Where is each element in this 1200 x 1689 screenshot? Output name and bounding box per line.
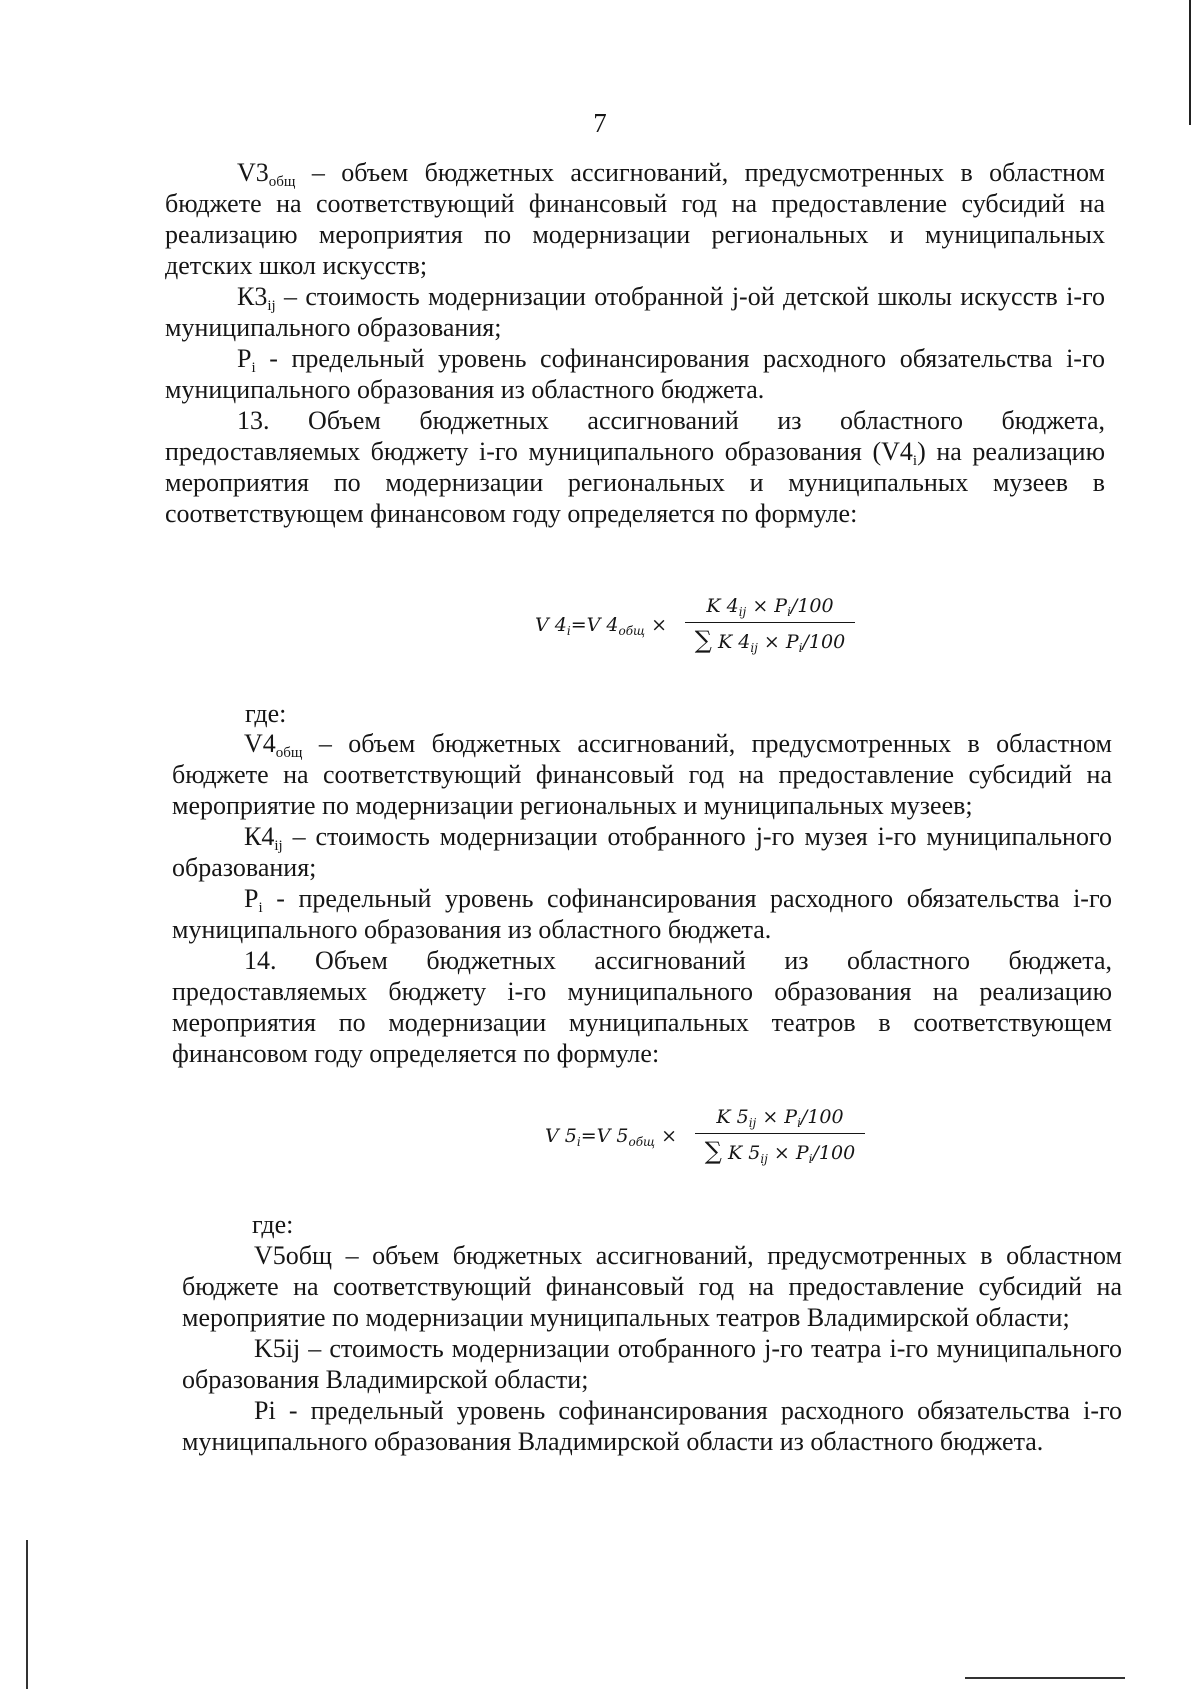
paragraph — [165, 281, 1105, 343]
term-label: К4 — [244, 822, 275, 851]
text-block-3 — [182, 1240, 1122, 1457]
clause-text: ) на реализацию мероприятия по модернизации региональных и муниципальных музеев в соответствующем финансовом году определяется по формуле: — [165, 437, 1105, 528]
formula-lhs: V $5_i=V$ $5_{общ}$ × — [545, 1125, 678, 1149]
definition-text: – стоимость модернизации отобранной j-ой детской школы искусств i-го муниципального образования; — [165, 282, 1105, 342]
term-label: V4 — [244, 729, 276, 758]
formula-fraction — [685, 592, 855, 655]
definition-text: - предельный уровень софинансирования расходного обязательства i-го муниципального образования из областного бюджета. — [165, 344, 1105, 404]
text-block-1 — [165, 157, 1105, 529]
term-label: P — [244, 884, 259, 913]
formula-lhs: V $4_i=V$ $4_{общ}$ × — [535, 614, 668, 638]
paragraph — [172, 821, 1112, 883]
term-label: P — [237, 344, 252, 373]
formula-denominator: ∑ K $5_{ij} \times P_i/100$ — [704, 1137, 856, 1166]
clause-text: 13. Объем бюджетных ассигнований из областного бюджета, предоставляемых бюджету i-го муниципального образования (V4 — [165, 406, 1105, 466]
paragraph — [165, 343, 1105, 405]
fraction-bar — [685, 622, 855, 623]
formula-fraction — [695, 1103, 865, 1166]
term-subscript: ij — [267, 298, 276, 314]
definition-text: – стоимость модернизации отобранного j-го музея i-го муниципального образования; — [172, 822, 1112, 882]
paragraph: V5общ – объем бюджетных ассигнований, предусмотренных в областном бюджете на соответствующий финансовый год на предоставление субсидий на мероприятие по модернизации муниципальных театров Владимирской области; — [182, 1241, 1122, 1332]
scan-edge-line — [1189, 0, 1191, 125]
page-number: 7 — [593, 108, 607, 138]
sum-symbol: ∑ — [704, 1137, 722, 1165]
paragraph — [172, 945, 1112, 1069]
term-subscript: i — [258, 900, 263, 916]
term-subscript: i — [912, 453, 918, 469]
scan-edge-line — [26, 1540, 28, 1689]
formula-v4 — [535, 592, 855, 662]
where-label: где: — [252, 1210, 294, 1239]
definition-text: – объем бюджетных ассигнований, предусмотренных в областном бюджете на соответствующий финансовый год на предоставление субсидий на реализацию мероприятия по модернизации региональных и муниципальных детских школ искусств; — [165, 158, 1105, 280]
paragraph — [172, 728, 1112, 821]
sum-symbol: ∑ — [694, 626, 712, 654]
clause-text: 14. Объем бюджетных ассигнований из областного бюджета, предоставляемых бюджету i-го муниципального образования на реализацию мероприятия по модернизации муниципальных театров в соответствующем финансовом году определяется по формуле: — [172, 946, 1112, 1068]
paragraph — [172, 883, 1112, 945]
term-subscript: i — [251, 360, 256, 376]
paragraph — [165, 157, 1105, 281]
formula-numerator: K $5_{ij} \times P_i/100$ — [716, 1106, 844, 1130]
term-label: V3 — [237, 158, 269, 187]
paragraph: K5ij – стоимость модернизации отобранного j-го театра i-го муниципального образования Владимирской области; — [182, 1334, 1122, 1394]
paragraph — [165, 405, 1105, 529]
fraction-bar — [695, 1133, 865, 1134]
formula-denominator: ∑ K $4_{ij} \times P_i/100$ — [694, 626, 846, 655]
formula-numerator: K $4_{ij} \times P_i/100$ — [706, 595, 834, 619]
text-block-2 — [172, 728, 1112, 1069]
scan-edge-line — [965, 1677, 1125, 1679]
definition-text: – объем бюджетных ассигнований, предусмотренных в областном бюджете на соответствующий финансовый год на предоставление субсидий на мероприятие по модернизации региональных и муниципальных музеев; — [172, 729, 1112, 820]
where-label: где: — [245, 699, 287, 728]
definition-text: - предельный уровень софинансирования расходного обязательства i-го муниципального образования из областного бюджета. — [172, 884, 1112, 944]
paragraph: Pi - предельный уровень софинансирования расходного обязательства i-го муниципального образования Владимирской области из областного бюджета. — [182, 1396, 1122, 1456]
term-subscript: общ — [268, 174, 296, 190]
term-subscript: ij — [274, 838, 283, 854]
formula-v5 — [545, 1103, 875, 1173]
term-subscript: общ — [275, 745, 303, 761]
term-label: К3 — [237, 282, 268, 311]
